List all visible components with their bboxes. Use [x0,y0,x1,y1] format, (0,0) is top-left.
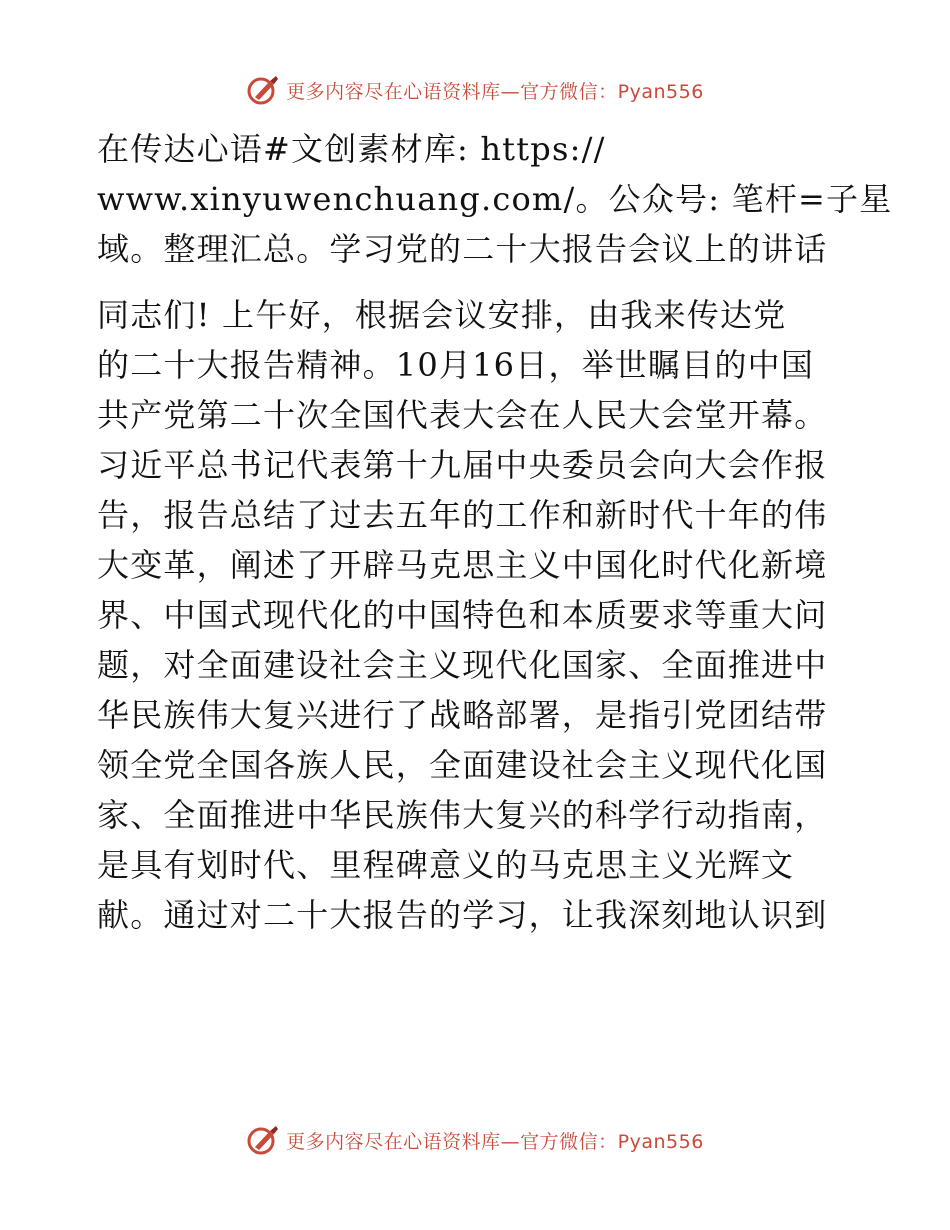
header-banner [0,70,950,110]
body-line: 大变革，阐述了开辟马克思主义中国化时代化新境 [97,546,828,584]
body-line: 献。通过对二十大报告的学习，让我深刻地认识到 [97,896,828,934]
body-line: 是具有划时代、里程碑意义的马克思主义光辉文 [97,846,795,884]
intro-line: 域。整理汇总。学习党的二十大报告会议上的讲话 [97,230,828,268]
intro-line: 在传达心语#文创素材库: https:// [97,130,606,168]
body-line: 的二十大报告精神。10月16日，举世瞩目的中国 [97,346,815,384]
body-line: 同志们! 上午好，根据会议安排，由我来传达党 [97,296,787,334]
body-line: 界、中国式现代化的中国特色和本质要求等重大问 [97,596,828,634]
body-line: 领全党全国各族人民，全面建设社会主义现代化国 [97,746,828,784]
body-line: 共产党第二十次全国代表大会在人民大会堂开幕。 [97,396,828,434]
pen-logo-icon [246,73,280,107]
banner-text: 更多内容尽在心语资料库—官方微信：Pyan556 [286,1130,704,1153]
pen-logo-icon [246,1123,280,1157]
body-line: 题，对全面建设社会主义现代化国家、全面推进中 [97,646,828,684]
banner-text: 更多内容尽在心语资料库—官方微信：Pyan556 [286,80,704,103]
body-line: 习近平总书记代表第十九届中央委员会向大会作报 [97,446,828,484]
intro-paragraph [97,124,893,274]
intro-line: www.xinyuwenchuang.com/。公众号: 笔杆=子星 [97,180,893,218]
body-line: 告，报告总结了过去五年的工作和新时代十年的伟 [97,496,828,534]
speech-paragraph [97,290,857,940]
body-line: 家、全面推进中华民族伟大复兴的科学行动指南， [97,796,828,834]
body-line: 华民族伟大复兴进行了战略部署，是指引党团结带 [97,696,828,734]
document-body [97,124,893,940]
footer-banner [0,1120,950,1160]
